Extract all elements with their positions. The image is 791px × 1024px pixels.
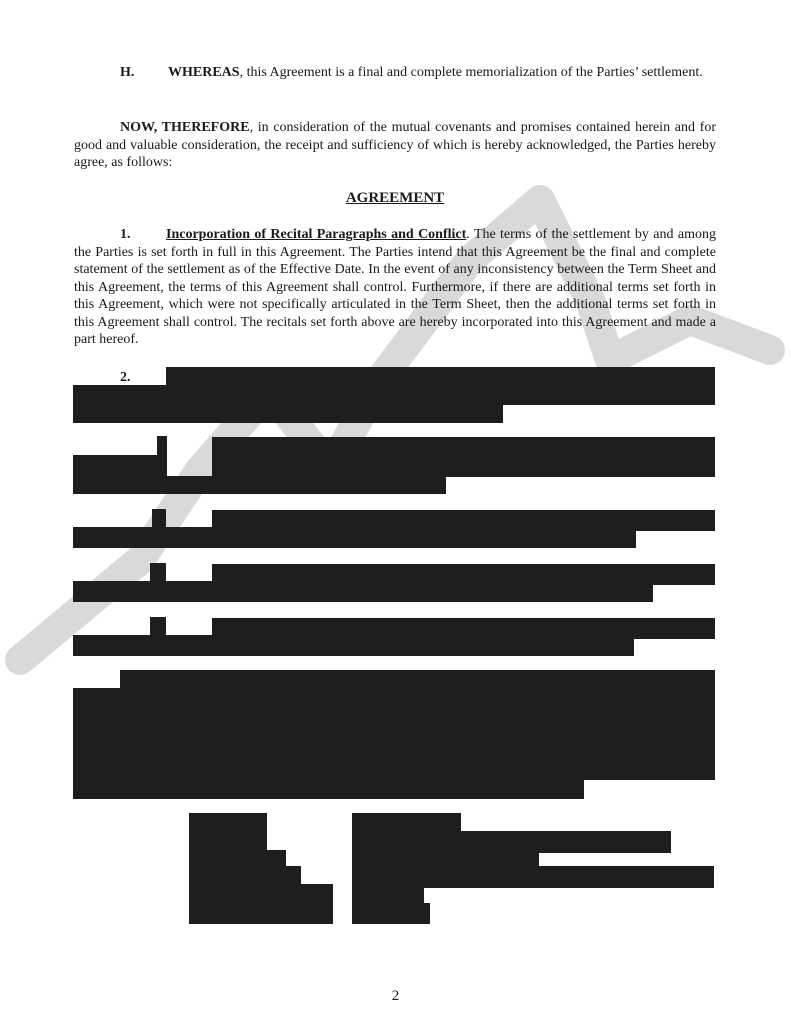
section-1-title: Incorporation of Recital Paragraphs and Conflict [166,227,467,242]
section-1 [74,226,716,349]
redaction-block [73,476,446,494]
redaction-block [73,778,584,799]
redaction-block [352,903,430,924]
redaction-block [150,563,166,583]
now-therefore-clause [74,119,716,172]
redaction-block [352,813,461,833]
agreement-heading: AGREEMENT [345,190,445,206]
redaction-block [73,635,634,656]
section-1-number: 1. [120,227,131,242]
redaction-block [73,527,636,548]
redaction-block [189,866,301,886]
redaction-block [152,509,166,529]
redaction-block [189,813,267,853]
redaction-block [73,688,715,780]
page-number: 2 [391,988,400,1004]
redaction-block [157,436,167,456]
section-1-text: . The terms of the settlement by and among the Parties is set forth in full in this Agreement. The Parties intend that this Agreement be the final and complete statement of the settlement as of the Effective Date. In the event of any inconsistency between the Term Sheet and this Agreement, the terms of this Agreement shall control. Furthermore, if there are additional terms set forth in this Agreement, which were not specifically articulated in the Term Sheet, then the additional terms set forth in this Agreement shall control. The recitals set forth above are hereby incorporated into this Agreement and made a part hereof. [74,227,716,347]
recital-letter: H. [120,65,135,80]
now-therefore-lead: NOW, THEREFORE [120,120,250,135]
redaction-block [189,884,333,924]
redaction-block [73,385,503,423]
redaction-block [150,617,166,637]
section-2-number: 2. [120,370,131,385]
recital-h [74,64,716,82]
recital-text: , this Agreement is a final and complete memorialization of the Parties’ settlement. [239,65,703,80]
redaction-block [212,437,715,477]
redaction-block [73,581,653,602]
redaction-block [352,866,714,888]
recital-lead: WHEREAS [168,65,240,80]
now-therefore-text: , in consideration of the mutual covenants and promises contained herein and for good and valuable consideration, the receipt and sufficiency of which is hereby acknowledged, the Parties hereby agree, as follows: [74,120,716,170]
